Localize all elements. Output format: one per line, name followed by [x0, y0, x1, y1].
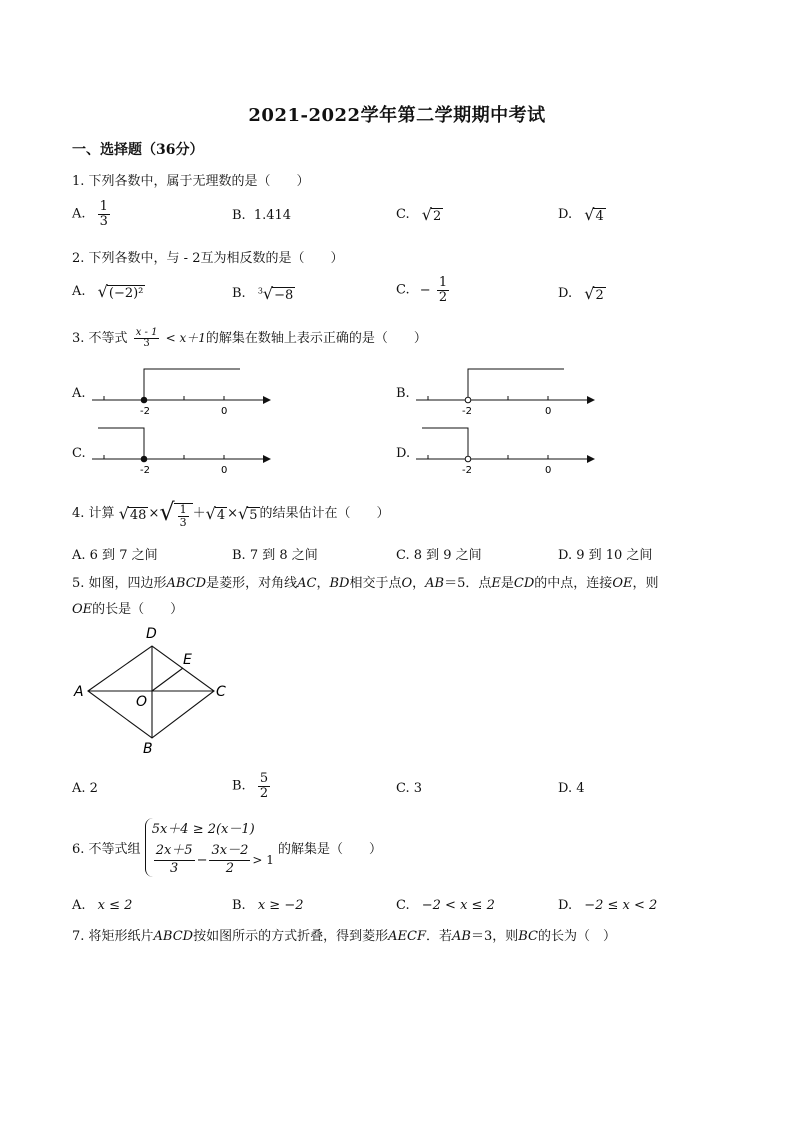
- page-title: 2021-2022学年第二学期期中考试: [248, 105, 546, 126]
- option-label: A.: [72, 284, 86, 299]
- stem-text: 的长为（ ）: [537, 929, 616, 944]
- number-line-d: [416, 428, 594, 476]
- question-1-stem: 1. 下列各数中，属于无理数的是（ ）: [72, 174, 310, 189]
- q5-option-a: A. 2: [72, 781, 98, 796]
- stem-suffix: 的结果估计在（ ）: [259, 505, 390, 521]
- radicand: −8: [274, 288, 294, 303]
- radicand: [174, 503, 193, 528]
- option-label: A.: [72, 898, 86, 913]
- stem-text: 相交于点: [349, 576, 402, 591]
- math-aecf: AECF: [388, 929, 426, 944]
- option-label: D.: [558, 286, 573, 301]
- radical-sign-icon: √: [262, 284, 274, 303]
- inequality-1: 5x＋4 ≥ 2(x－1): [151, 822, 255, 837]
- question-5-stem-line-2: [72, 598, 183, 617]
- fraction: [178, 504, 189, 528]
- hollow-dot: [465, 456, 471, 462]
- solid-dot: [141, 397, 147, 403]
- tick-label: 0: [221, 465, 228, 476]
- q4-option-c: C. 8 到 9 之间: [396, 548, 482, 563]
- option-label: C.: [396, 207, 410, 222]
- radical-sign-icon: √: [584, 284, 595, 303]
- root-index: 3: [257, 286, 263, 296]
- vertex-label-b: B: [143, 741, 153, 757]
- point-label-e: E: [183, 652, 192, 668]
- radical: [159, 498, 192, 529]
- radicand: 4: [216, 507, 226, 523]
- math-abcd: ABCD: [166, 576, 207, 591]
- tick-label: -2: [140, 406, 150, 417]
- q5-option-c: C. 3: [396, 781, 423, 796]
- q6-option-a: [72, 898, 132, 913]
- question-6-stem: [72, 818, 382, 877]
- stem-text: 7. 将矩形纸片: [72, 929, 154, 944]
- stem-text: 按如图所示的方式折叠，得到菱形: [193, 929, 389, 944]
- fraction: [258, 772, 270, 800]
- option-label: C.: [396, 898, 410, 913]
- option-value: x ≤ 2: [97, 898, 133, 913]
- hollow-dot: [465, 397, 471, 403]
- radicand: 2: [595, 288, 604, 303]
- option-label: C.: [396, 282, 410, 298]
- tick-label: -2: [462, 465, 472, 476]
- relation: > 1: [252, 852, 274, 867]
- times-sign: ×: [148, 505, 160, 521]
- question-7-stem: [72, 925, 616, 944]
- q5-option-d: D. 4: [558, 781, 585, 796]
- radicand: 4: [595, 209, 604, 224]
- math-bd: BD: [329, 576, 350, 591]
- q6-option-c: [396, 898, 495, 913]
- stem-text: ．若: [425, 929, 452, 944]
- fraction: [154, 843, 195, 878]
- math-ab: AB: [452, 929, 471, 944]
- stem-text: 是: [500, 576, 514, 591]
- option-value: 1.414: [253, 208, 292, 223]
- question-2-stem: 2. 下列各数中，与 - 2互为相反数的是（ ）: [72, 251, 344, 266]
- q5-option-b: [232, 772, 272, 800]
- vertex-label-d: D: [146, 626, 157, 642]
- fraction: [209, 843, 250, 878]
- q4-option-b: B. 7 到 8 之间: [232, 548, 318, 563]
- denominator: 3: [143, 338, 150, 349]
- number-line-b: [416, 369, 594, 417]
- stem-text: 的长是（ ）: [92, 602, 184, 617]
- rhombus-figure: [73, 626, 226, 757]
- option-label: B.: [232, 898, 246, 913]
- option-value: x ≥ −2: [257, 898, 304, 913]
- option-label: D.: [558, 207, 573, 222]
- stem-suffix: 的解集是（ ）: [278, 842, 383, 858]
- vertex-label-c: C: [216, 684, 226, 700]
- stem-text: ＝3，则: [470, 929, 519, 944]
- q3-option-a-label: A.: [72, 386, 86, 401]
- math-oe: OE: [612, 576, 633, 591]
- numerator: 1: [99, 199, 108, 214]
- radical-sign-icon: √: [159, 498, 175, 526]
- radical-sign-icon: √: [97, 282, 108, 301]
- q4-option-a: A. 6 到 7 之间: [72, 548, 158, 563]
- radical-sign-icon: √: [118, 503, 129, 523]
- tick-label: -2: [462, 406, 472, 417]
- radical-sign-icon: √: [205, 503, 216, 523]
- q3-option-c-label: C.: [72, 446, 86, 461]
- option-value: −2 ≤ x < 2: [584, 898, 658, 913]
- minus-sign: −: [196, 852, 208, 868]
- q3-option-d-label: D.: [396, 446, 411, 461]
- stem-text: ＝5．点: [444, 576, 492, 591]
- stem-text: ，: [316, 576, 330, 591]
- option-label: B.: [232, 286, 246, 301]
- radical: [206, 504, 227, 523]
- math-o: O: [401, 576, 413, 591]
- number-line-a: [92, 369, 270, 417]
- stem-prefix: 6. 不等式组: [72, 842, 141, 858]
- math-e: E: [491, 576, 501, 591]
- stem-text: 5. 如图，四边形: [72, 576, 167, 591]
- numerator: 3x－2: [209, 843, 250, 861]
- vertex-label-a: A: [74, 684, 84, 700]
- denominator: 3: [169, 860, 179, 876]
- number-line-c: [92, 428, 270, 476]
- tick-label: 0: [545, 406, 552, 417]
- stem-prefix: 4. 计算: [72, 505, 115, 521]
- solid-dot: [141, 456, 147, 462]
- stem-text: 是菱形，对角线: [206, 576, 298, 591]
- math-oe: OE: [72, 602, 93, 617]
- q6-option-d: [558, 898, 657, 913]
- inequality-2: [152, 843, 274, 878]
- math-cd: CD: [513, 576, 535, 591]
- numerator: 1: [179, 503, 187, 517]
- option-label: B.: [232, 778, 246, 794]
- denominator: 3: [179, 516, 187, 529]
- stem-suffix: 的解集在数轴上表示正确的是（ ）: [205, 331, 427, 346]
- radical-sign-icon: √: [421, 205, 432, 224]
- point-label-o: O: [136, 694, 148, 710]
- stem-prefix: 3. 不等式: [72, 331, 128, 346]
- question-4-stem: [72, 498, 390, 529]
- q4-option-d: D. 9 到 10 之间: [558, 548, 653, 563]
- stem-text: ，: [412, 576, 426, 591]
- plus-sign: ＋: [192, 505, 206, 521]
- section-heading: 一、选择题（36分）: [72, 142, 204, 158]
- times-sign: ×: [227, 505, 239, 521]
- tick-label: -2: [140, 465, 150, 476]
- denominator: 2: [225, 860, 235, 876]
- math-bc: BC: [518, 929, 538, 944]
- question-5-stem-line-1: [72, 572, 658, 591]
- denominator: 2: [259, 785, 269, 801]
- numerator: 5: [259, 771, 269, 786]
- q6-option-b: [232, 898, 303, 913]
- option-label: A.: [72, 206, 86, 222]
- inequality-system: [145, 818, 274, 877]
- radicand: 2: [432, 209, 442, 224]
- inequality-rhs: < x＋1: [165, 331, 206, 345]
- numerator: 1: [438, 275, 448, 290]
- radicand: 5: [249, 507, 258, 523]
- math-abcd: ABCD: [153, 929, 194, 944]
- radicand: 48: [129, 507, 147, 523]
- numerator: x - 1: [135, 326, 158, 338]
- option-label: B.: [232, 208, 246, 223]
- stem-text: 的中点，连接: [534, 576, 613, 591]
- q3-option-b-label: B.: [396, 386, 410, 401]
- radicand: (−2)²: [108, 286, 144, 301]
- math-ac: AC: [297, 576, 317, 591]
- radical: [238, 504, 259, 523]
- tick-label: 0: [545, 465, 552, 476]
- radical-sign-icon: √: [584, 205, 595, 224]
- math-ab: AB: [425, 576, 445, 591]
- minus-sign: −: [419, 282, 431, 298]
- denominator: 3: [99, 213, 108, 229]
- radical: [119, 504, 149, 523]
- denominator: 2: [438, 289, 448, 305]
- tick-label: 0: [221, 406, 228, 417]
- numerator: 2x＋5: [154, 843, 195, 861]
- stem-text: ，则: [632, 576, 659, 591]
- option-value: −2 < x ≤ 2: [421, 898, 495, 913]
- option-label: D.: [558, 898, 573, 913]
- radical-sign-icon: √: [238, 503, 249, 523]
